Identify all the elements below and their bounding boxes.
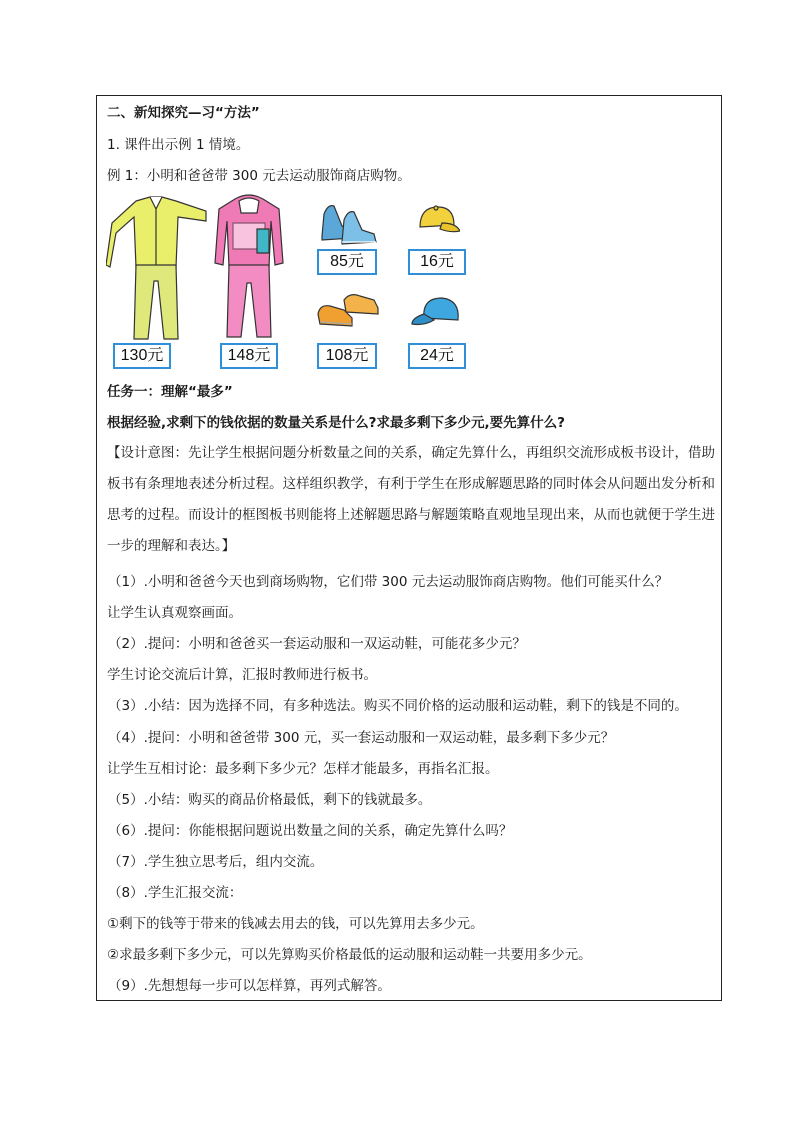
section-heading: 二、新知探究—习“方法” — [107, 105, 260, 121]
line-10: （7）.学生独立思考后，组内交流。 — [108, 854, 324, 870]
tracksuit-icon — [106, 193, 210, 341]
example-1: 例 1：小明和爸爸带 300 元去运动服饰商店购物。 — [107, 168, 411, 184]
price-tag-yellow-cap: 16元 — [408, 249, 466, 275]
price-tag-blue-sneakers: 85元 — [317, 249, 377, 275]
line-13: ②求最多剩下多少元，可以先算购买价格最低的运动服和运动鞋一共要用多少元。 — [107, 947, 592, 963]
line-1: （1）.小明和爸爸今天也到商场购物，它们带 300 元去运动服饰商店购物。他们可能买什么？ — [108, 574, 669, 590]
price-tag-pink-sportswear: 148元 — [220, 343, 278, 369]
task-title: 任务一：理解“最多” — [107, 384, 233, 400]
sneaker-icon — [316, 290, 380, 334]
step-1: 1. 课件出示例 1 情境。 — [107, 137, 250, 153]
line-9: （6）.提问：你能根据问题说出数量之间的关系，确定先算什么吗？ — [108, 823, 513, 839]
line-7: 让学生互相讨论：最多剩下多少元？怎样才能最多，再指名汇报。 — [107, 761, 499, 777]
line-3: （2）.提问：小明和爸爸买一套运动服和一双运动鞋，可能花多少元？ — [108, 636, 526, 652]
price-tag-yellow-sportswear: 130元 — [113, 343, 171, 369]
line-2: 让学生认真观察画面。 — [107, 605, 242, 621]
design-intent: 【设计意图：先让学生根据问题分析数量之间的关系，确定先算什么，再组织交流形成板书设计，借助板书有条理地表述分析过程。这样组织教学，有利于学生在形成解题思路的同时体会从问题出发分析和思考的过程。而设计的框图板书则能将上述解题思路与解题策略直观地呈现出来，从而也就便于学生进一步的理解和表达。】 — [107, 445, 715, 554]
cap-icon — [410, 294, 462, 332]
price-tag-blue-cap: 24元 — [408, 343, 466, 369]
sneaker-icon — [316, 196, 378, 246]
tracksuit-icon — [213, 193, 285, 341]
line-6: （4）.提问：小明和爸爸带 300 元，买一套运动服和一双运动鞋，最多剩下多少元？ — [108, 730, 615, 746]
line-5: （3）.小结：因为选择不同，有多种选法。购买不同价格的运动服和运动鞋，剩下的钱是不同的。 — [108, 698, 688, 714]
line-14: （9）.先想想每一步可以怎样算，再列式解答。 — [108, 978, 391, 994]
price-tag-orange-sneakers: 108元 — [317, 343, 377, 369]
line-4: 学生讨论交流后计算，汇报时教师进行板书。 — [107, 667, 377, 683]
line-12: ①剩下的钱等于带来的钱减去用去的钱，可以先算用去多少元。 — [107, 916, 484, 932]
cap-icon — [414, 203, 460, 237]
task-question: 根据经验,求剩下的钱依据的数量关系是什么?求最多剩下多少元,要先算什么? — [107, 415, 565, 431]
line-11: （8）.学生汇报交流： — [108, 885, 243, 901]
line-8: （5）.小结：购买的商品价格最低，剩下的钱就最多。 — [108, 792, 432, 808]
